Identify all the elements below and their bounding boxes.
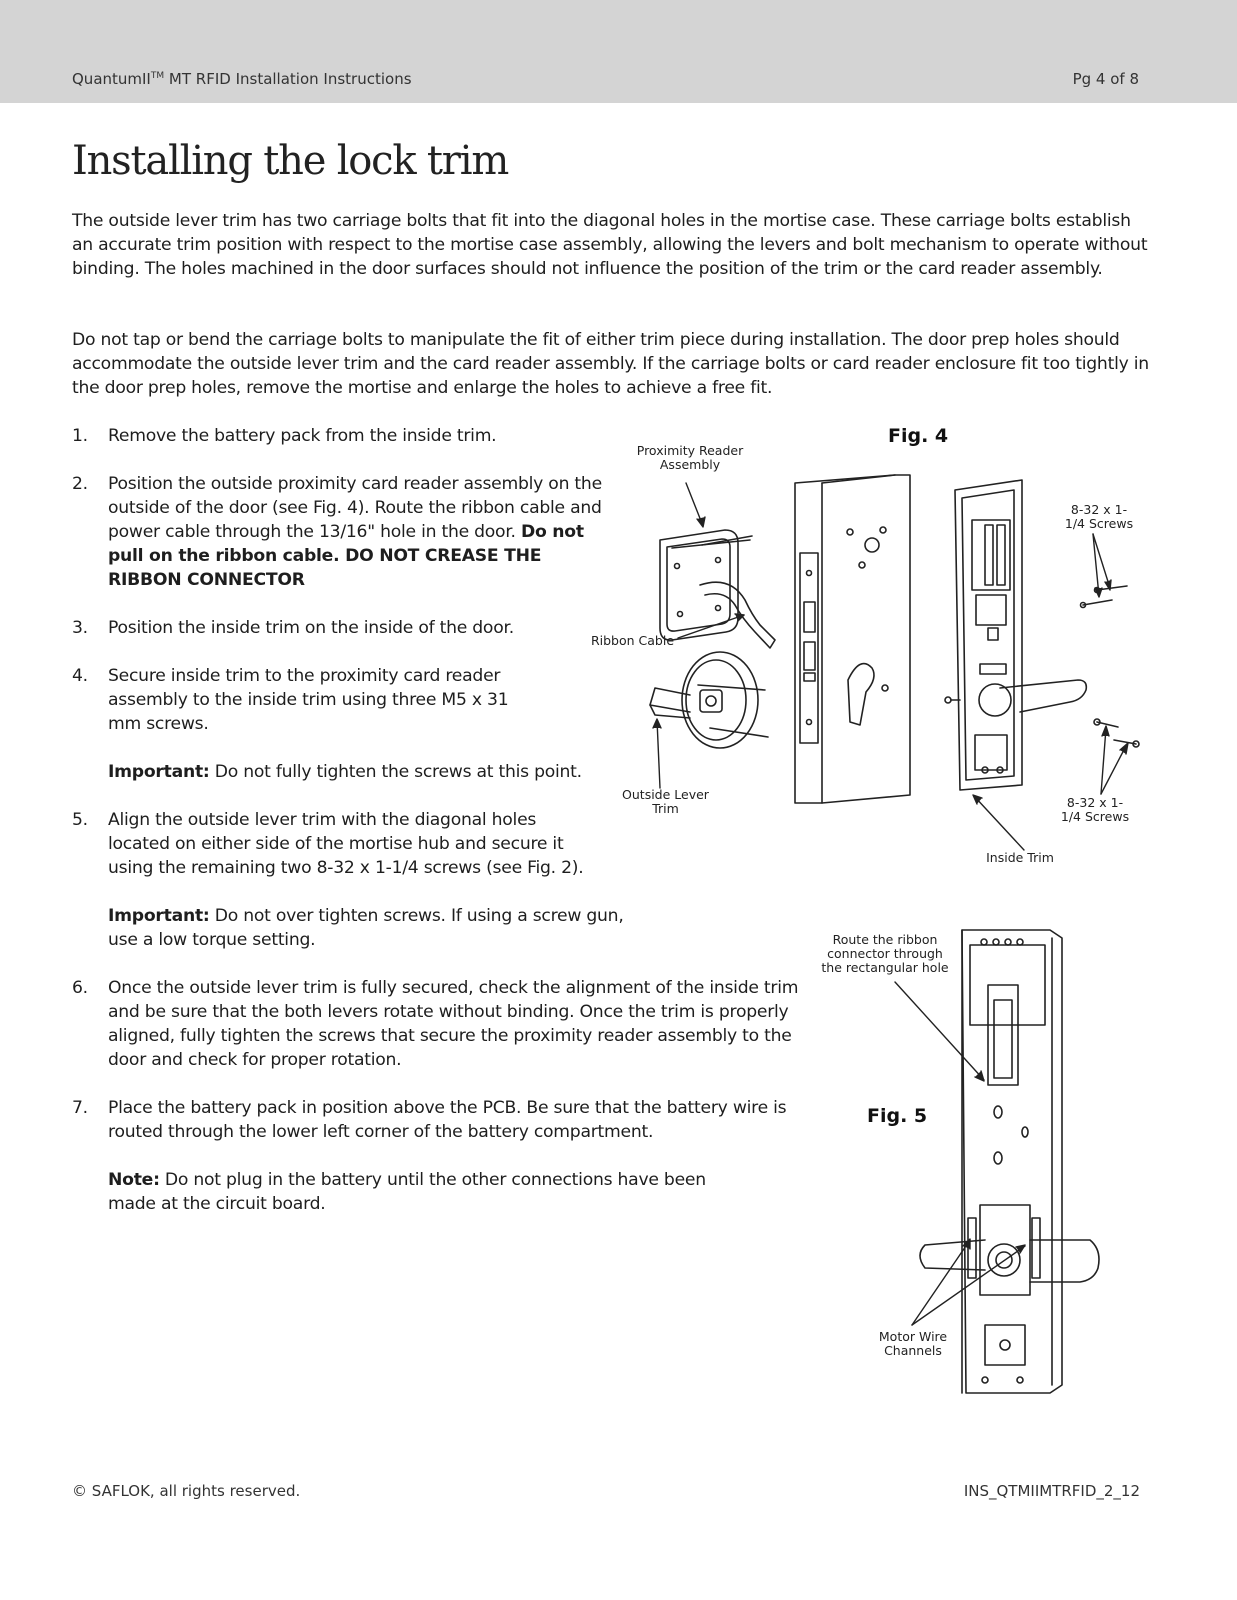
step-number: 1. bbox=[72, 426, 88, 446]
header-title-suffix: MT RFID Installation Instructions bbox=[164, 70, 412, 88]
step-5 bbox=[72, 808, 638, 952]
step-text: Secure inside trim to the proximity card reader assembly to the inside trim using three M5 x 31 mm screws. bbox=[108, 666, 509, 734]
page-number: Pg 4 of 8 bbox=[1072, 70, 1139, 88]
note-label: Important: bbox=[108, 906, 210, 926]
step-3 bbox=[72, 616, 608, 640]
step-4 bbox=[72, 664, 608, 784]
step-number: 3. bbox=[72, 618, 88, 638]
fig4-leader-lines bbox=[653, 483, 1128, 850]
header-title-prefix: QuantumII bbox=[72, 70, 151, 88]
callout-ribbon-cable: Ribbon Cable bbox=[590, 633, 675, 648]
intro-paragraph-1: The outside lever trim has two carriage bolts that fit into the diagonal holes in the mortise case. These carriage bolts establish an accurate trim position with respect to the mortise case assembly, allowing the levers and bolt mechanism to operate without binding. The holes machined in the door surfaces should not influence the position of the trim or the card reader assembly. bbox=[72, 211, 1148, 279]
fig4-title: Fig. 4 bbox=[888, 425, 949, 447]
step-text: Align the outside lever trim with the diagonal holes located on either side of the mortise hub and secure it using the remaining two 8-32 x 1-1/4 screws (see Fig. 2). bbox=[108, 810, 584, 878]
note-label: Important: bbox=[108, 762, 210, 782]
page-title: Installing the lock trim bbox=[72, 138, 509, 184]
step-1 bbox=[72, 424, 608, 448]
step-text: Position the outside proximity card reader assembly on the outside of the door (see Fig. 4). Route the ribbon cable and power cable through the 13/16" hole in the door. bbox=[108, 474, 602, 542]
step-number: 5. bbox=[72, 810, 88, 830]
callout-outside-lever-trim: Outside Lever Trim bbox=[622, 787, 709, 816]
callout-motor-wire-channels: Motor Wire Channels bbox=[878, 1329, 948, 1358]
note-text: Do not over tighten screws. If using a screw gun, use a low torque setting. bbox=[108, 906, 624, 950]
header-title bbox=[72, 70, 412, 88]
screws-bottom-drawing bbox=[1094, 719, 1139, 747]
proximity-reader-drawing bbox=[660, 530, 775, 648]
step-note bbox=[108, 904, 638, 952]
step-number: 6. bbox=[72, 978, 88, 998]
footer-doc-code: INS_QTMIIMTRFID_2_12 bbox=[963, 1482, 1140, 1500]
intro-paragraph-2: Do not tap or bend the carriage bolts to manipulate the fit of either trim piece during installation. The door prep holes should accommodate the outside lever trim and the card reader assembly. If the carriage bolts or card reader enclosure fit too tightly in the door prep holes, remove the mortise and enlarge the holes to achieve a free fit. bbox=[72, 330, 1149, 398]
step-note bbox=[108, 760, 628, 784]
step-7 bbox=[72, 1096, 846, 1216]
step-text: Remove the battery pack from the inside trim. bbox=[108, 426, 497, 446]
note-text: Do not plug in the battery until the other connections have been made at the circuit board. bbox=[108, 1170, 706, 1214]
footer-copyright: © SAFLOK, all rights reserved. bbox=[72, 1482, 301, 1500]
callout-screws-bottom: 8-32 x 1-1/4 Screws bbox=[1060, 795, 1130, 824]
outside-lever-drawing bbox=[650, 652, 768, 748]
callout-screws-top: 8-32 x 1-1/4 Screws bbox=[1064, 502, 1134, 531]
fig5-leader-lines bbox=[895, 982, 1025, 1325]
step-text: Position the inside trim on the inside of the door. bbox=[108, 618, 514, 638]
step-number: 2. bbox=[72, 474, 88, 494]
callout-inside-trim: Inside Trim bbox=[986, 850, 1054, 865]
fig5-illustration bbox=[810, 920, 1110, 1400]
step-6 bbox=[72, 976, 830, 1072]
step-number: 7. bbox=[72, 1098, 88, 1118]
step-note bbox=[108, 1168, 748, 1216]
fig5-title: Fig. 5 bbox=[867, 1105, 928, 1127]
note-label: Note: bbox=[108, 1170, 160, 1190]
trademark-superscript: TM bbox=[150, 71, 165, 81]
inside-trim-back-drawing bbox=[920, 930, 1099, 1393]
callout-proximity-reader: Proximity Reader Assembly bbox=[636, 443, 744, 472]
step-2 bbox=[72, 472, 608, 592]
step-text: Place the battery pack in position above the PCB. Be sure that the battery wire is routed through the lower left corner of the battery compartment. bbox=[108, 1098, 787, 1142]
screws-top-drawing bbox=[1081, 586, 1128, 608]
note-text: Do not fully tighten the screws at this point. bbox=[209, 762, 582, 782]
callout-route-ribbon: Route the ribbon connector through the rectangular hole bbox=[821, 932, 949, 975]
door-mortise-drawing bbox=[795, 475, 910, 803]
step-number: 4. bbox=[72, 666, 88, 686]
step-text: Once the outside lever trim is fully secured, check the alignment of the inside trim and be sure that the both levers rotate without binding. Once the trim is properly aligned, fully tighten the screws that secure the proximity reader assembly to the door and check for proper rotation. bbox=[108, 978, 799, 1070]
step-warning: Do not pull on the ribbon cable. DO NOT CREASE THE RIBBON CONNECTOR bbox=[108, 522, 584, 590]
